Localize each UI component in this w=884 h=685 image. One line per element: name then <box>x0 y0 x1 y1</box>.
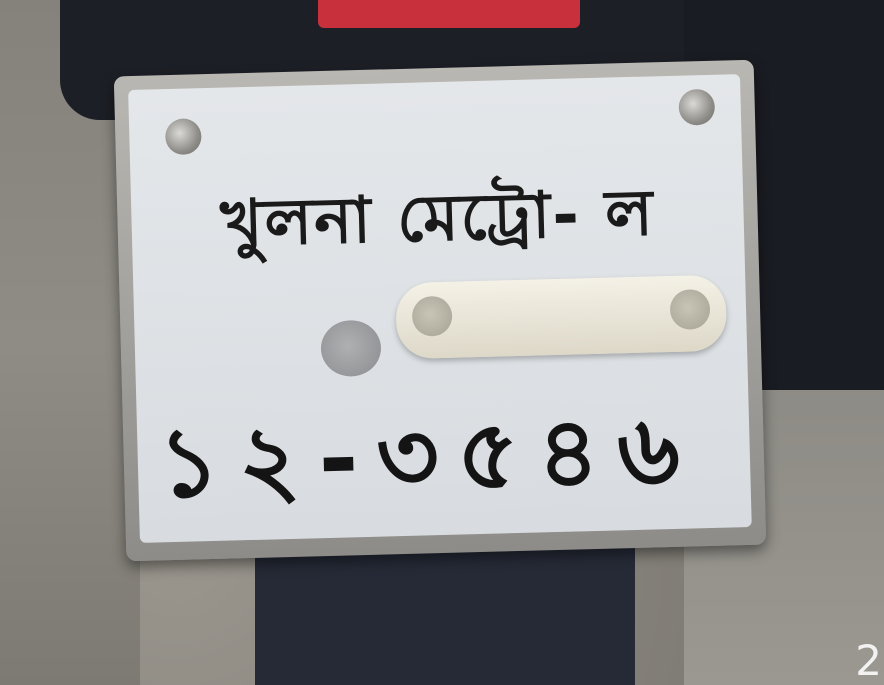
screw-left-icon <box>165 118 202 155</box>
license-plate-frame <box>114 60 766 562</box>
bracket-bolt-right-icon <box>670 289 711 330</box>
plate-lamp-bracket <box>395 275 727 360</box>
screw-right-icon <box>678 89 715 126</box>
tail-light <box>318 0 580 28</box>
license-plate <box>128 74 752 543</box>
corner-watermark-digit: 2 <box>855 636 882 685</box>
plate-number-text: ১২-৩৫৪৬ <box>156 393 700 520</box>
plate-region-text: খুলনা মেট্রো- ল <box>219 176 656 262</box>
rivet-hole <box>320 320 381 378</box>
bracket-bolt-left-icon <box>412 296 453 337</box>
